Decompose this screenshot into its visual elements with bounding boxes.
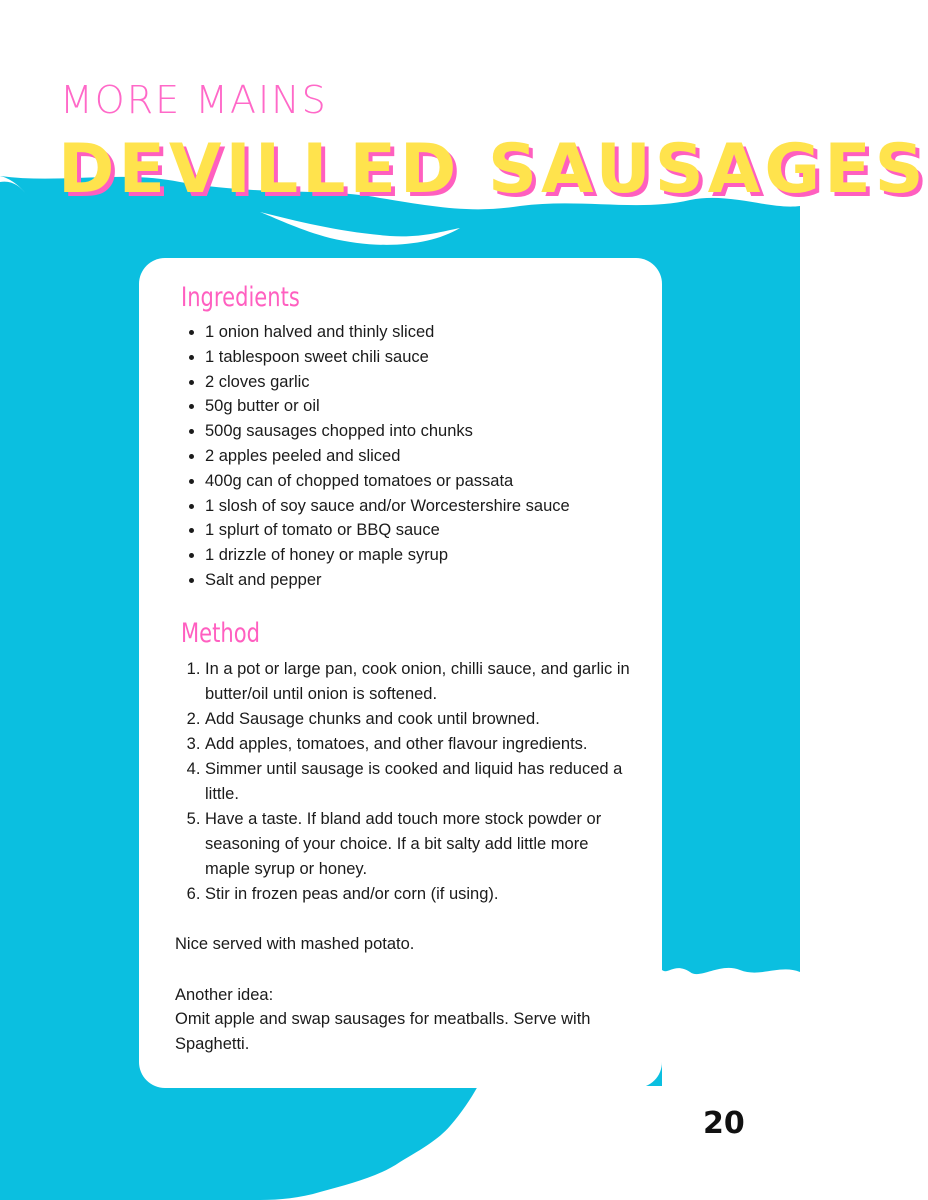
ingredient-item: • 1 drizzle of honey or maple syrup: [205, 543, 655, 568]
method-step: 1. In a pot or large pan, cook onion, chilli sauce, and garlic in butter/oil until onion is softened.: [205, 657, 635, 707]
ingredient-item: • 1 tablespoon sweet chili sauce: [205, 345, 655, 370]
ingredient-item: • 1 onion halved and thinly sliced: [205, 320, 655, 345]
ingredient-item: • 2 cloves garlic: [205, 370, 655, 395]
method-step: 5. Have a taste. If bland add touch more stock powder or seasoning of your choice. If a bit salty add little more maple syrup or honey.: [205, 807, 635, 882]
ingredient-item: • 400g can of chopped tomatoes or passata: [205, 469, 655, 494]
ingredient-item: • 1 slosh of soy sauce and/or Worcestershire sauce: [205, 494, 655, 519]
method-step: 3. Add apples, tomatoes, and other flavour ingredients.: [205, 732, 635, 757]
method-step: 6. Stir in frozen peas and/or corn (if using).: [205, 882, 635, 907]
method-step: 4. Simmer until sausage is cooked and liquid has reduced a little.: [205, 757, 635, 807]
section-subtitle: MORE MAINS: [60, 78, 328, 122]
ingredient-item: • Salt and pepper: [205, 568, 655, 593]
method-step: 2. Add Sausage chunks and cook until browned.: [205, 707, 635, 732]
ingredients-list: [205, 320, 655, 593]
ingredient-item: • 500g sausages chopped into chunks: [205, 419, 655, 444]
ingredients-heading: Ingredients: [181, 282, 300, 313]
recipe-title: DEVILLED SAUSAGES: [58, 130, 928, 209]
ingredient-item: • 2 apples peeled and sliced: [205, 444, 655, 469]
method-heading: Method: [181, 618, 260, 649]
serving-note: Nice served with mashed potato.: [175, 935, 415, 953]
ingredient-item: • 50g butter or oil: [205, 394, 655, 419]
idea-text: Omit apple and swap sausages for meatballs. Serve with Spaghetti.: [175, 1010, 591, 1053]
method-steps: [205, 657, 635, 907]
page-number: 20: [703, 1106, 745, 1141]
idea-label: Another idea:: [175, 986, 274, 1004]
ingredient-item: • 1 splurt of tomato or BBQ sauce: [205, 518, 655, 543]
